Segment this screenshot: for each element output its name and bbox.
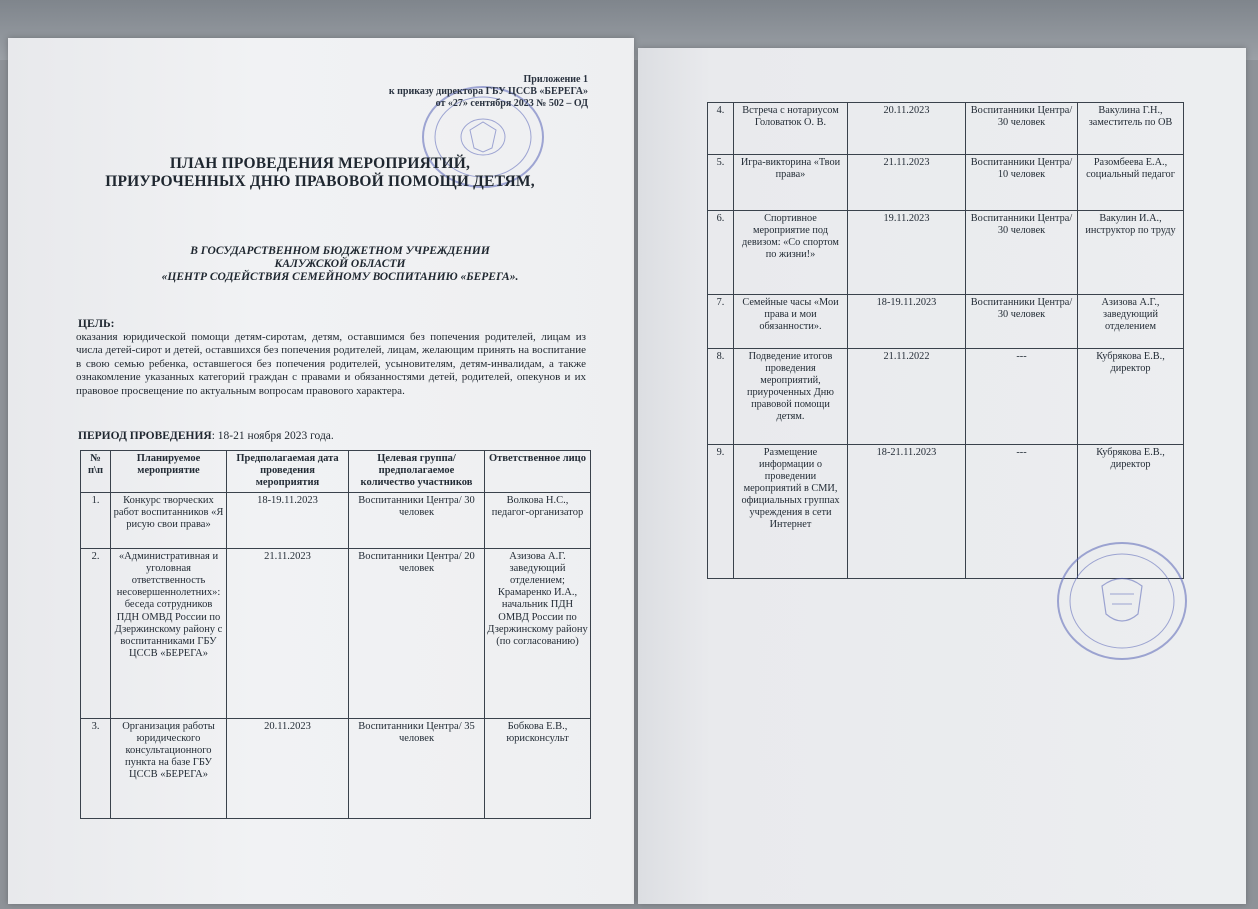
cell-responsible: Разомбеева Е.А., социальный педагог <box>1078 155 1184 211</box>
organization-name <box>90 245 590 284</box>
cell-date: 18-21.11.2023 <box>848 445 966 579</box>
org-line-2: КАЛУЖСКОЙ ОБЛАСТИ <box>274 258 406 270</box>
cell-date: 19.11.2023 <box>848 211 966 295</box>
cell-date: 18-19.11.2023 <box>848 295 966 349</box>
cell-num: 8. <box>708 349 734 445</box>
cell-event: Организация работы юридического консультационного пункта на базе ГБУ ЦССВ «БЕРЕГА» <box>111 718 227 818</box>
period <box>78 430 334 442</box>
cell-event: Размещение информации о проведении мероприятий в СМИ, официальных группах учреждения в сети Интернет <box>734 445 848 579</box>
cell-responsible: Вакулина Г.Н., заместитель по ОВ <box>1078 103 1184 155</box>
cell-event: Подведение итогов проведения мероприятий, приуроченных Дню правовой помощи детям. <box>734 349 848 445</box>
cell-event: Спортивное мероприятие под девизом: «Со спортом по жизни!» <box>734 211 848 295</box>
cell-num: 5. <box>708 155 734 211</box>
cell-num: 3. <box>81 718 111 818</box>
appendix-line-2: к приказу директора ГБУ ЦССВ «БЕРЕГА» <box>388 86 588 97</box>
cell-responsible: Азизова А.Г. заведующий отделением; Крамаренко И.А., начальник ПДН ОМВД России по Дзержинскому району (по согласованию) <box>485 548 591 718</box>
cell-group: --- <box>966 349 1078 445</box>
table-row <box>708 211 1184 295</box>
cell-group: Воспитанники Центра/ 20 человек <box>349 548 485 718</box>
table-row <box>708 295 1184 349</box>
cell-event: Семейные часы «Мои права и мои обязанности». <box>734 295 848 349</box>
cell-event: Конкурс творческих работ воспитанников «Я рисую свои права» <box>111 492 227 548</box>
cell-responsible: Азизова А.Г., заведующий отделением <box>1078 295 1184 349</box>
cell-responsible: Кубрякова Е.В., директор <box>1078 349 1184 445</box>
header-num: № п\п <box>81 451 111 493</box>
cell-group: --- <box>966 445 1078 579</box>
cell-group: Воспитанники Центра/ 30 человек <box>966 211 1078 295</box>
cell-date: 20.11.2023 <box>848 103 966 155</box>
table-row <box>708 155 1184 211</box>
title-line-1: ПЛАН ПРОВЕДЕНИЯ МЕРОПРИЯТИЙ, <box>169 155 471 172</box>
cell-group: Воспитанники Центра/ 30 человек <box>966 103 1078 155</box>
header-date: Предполагаемая дата проведения мероприятия <box>227 451 349 493</box>
events-table-part-1 <box>80 450 591 819</box>
table-row <box>708 349 1184 445</box>
header-responsible: Ответственное лицо <box>485 451 591 493</box>
table-header-row <box>81 451 591 493</box>
org-line-1: В ГОСУДАРСТВЕННОМ БЮДЖЕТНОМ УЧРЕЖДЕНИИ <box>190 245 490 257</box>
cell-event: «Административная и уголовная ответственность несовершеннолетних»: беседа сотрудников ПДН ОМВД России по Дзержинскому району с воспитанниками ГБУ ЦССВ «БЕРЕГА» <box>111 548 227 718</box>
goal-text: оказания юридической помощи детям-сиротам, детям, оставшимся без попечения родителей, лицам из числа детей-сирот и детей, оставшихся без попечения родителей, лицам, желающим принять на воспитание в свою семью ребенка, оставшегося без попечения родителей, усыновителям, детям-инвалидам, а также ознакомление указанных категорий граждан с правами и обязанностями детей, родителей, опекунов и их правовое просвещение по актуальным вопросам правового характера. <box>76 331 586 397</box>
header-group: Целевая группа/предполагаемое количество участников <box>349 451 485 493</box>
cell-event: Игра-викторина «Твои права» <box>734 155 848 211</box>
table-row <box>81 492 591 548</box>
header-event: Планируемое мероприятие <box>111 451 227 493</box>
cell-num: 6. <box>708 211 734 295</box>
document-title <box>70 155 570 191</box>
cell-responsible: Вакулин И.А., инструктор по труду <box>1078 211 1184 295</box>
cell-responsible: Волкова Н.С., педагог-организатор <box>485 492 591 548</box>
appendix-header <box>350 74 588 110</box>
table-row <box>81 718 591 818</box>
cell-date: 21.11.2022 <box>848 349 966 445</box>
cell-num: 9. <box>708 445 734 579</box>
cell-num: 7. <box>708 295 734 349</box>
appendix-line-3: от «27» сентября 2023 № 502 – ОД <box>435 98 588 109</box>
cell-num: 4. <box>708 103 734 155</box>
cell-group: Воспитанники Центра/ 35 человек <box>349 718 485 818</box>
table-row <box>81 548 591 718</box>
table-row <box>708 103 1184 155</box>
appendix-line-1: Приложение 1 <box>523 74 588 85</box>
cell-group: Воспитанники Центра/ 30 человек <box>966 295 1078 349</box>
period-label: ПЕРИОД ПРОВЕДЕНИЯ <box>78 430 212 442</box>
cell-date: 21.11.2023 <box>848 155 966 211</box>
period-value: : 18-21 ноября 2023 года. <box>211 430 334 442</box>
cell-date: 20.11.2023 <box>227 718 349 818</box>
cell-num: 2. <box>81 548 111 718</box>
cell-date: 21.11.2023 <box>227 548 349 718</box>
cell-event: Встреча с нотариусом Головатюк О. В. <box>734 103 848 155</box>
cell-responsible: Кубрякова Е.В., директор <box>1078 445 1184 579</box>
cell-group: Воспитанники Центра/ 10 человек <box>966 155 1078 211</box>
cell-num: 1. <box>81 492 111 548</box>
stamp-bottom-right <box>1052 536 1192 666</box>
events-table-part-2 <box>707 102 1184 579</box>
goal-label: ЦЕЛЬ: <box>78 318 115 330</box>
cell-responsible: Бобкова Е.В., юрисконсульт <box>485 718 591 818</box>
org-line-3: «ЦЕНТР СОДЕЙСТВИЯ СЕМЕЙНОМУ ВОСПИТАНИЮ «БЕРЕГА». <box>161 271 519 283</box>
cell-group: Воспитанники Центра/ 30 человек <box>349 492 485 548</box>
cell-date: 18-19.11.2023 <box>227 492 349 548</box>
title-line-2: ПРИУРОЧЕННЫХ ДНЮ ПРАВОВОЙ ПОМОЩИ ДЕТЯМ, <box>105 173 535 190</box>
